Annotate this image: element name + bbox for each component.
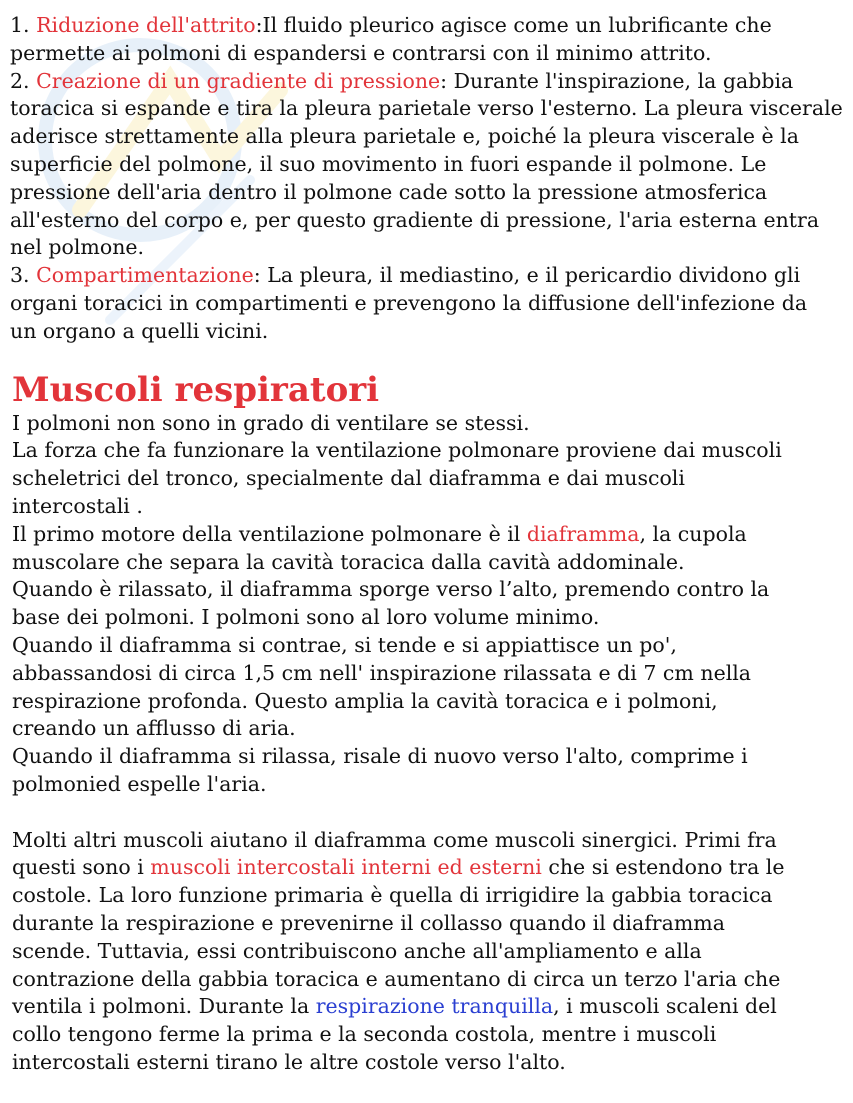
- paragraph-line: contrazione della gabbia toracica e aumentano di circa un terzo l'aria che: [12, 966, 781, 991]
- paragraph-line: I polmoni non sono in grado di ventilare se stessi.: [12, 410, 530, 435]
- list-text: all'esterno del corpo e, per questo gradiente di pressione, l'aria esterna entra: [10, 207, 820, 232]
- paragraph-line: intercostali .: [12, 493, 143, 518]
- paragraph-text: ventila i polmoni. Durante la: [12, 994, 316, 1019]
- paragraph-line: muscolare che separa la cavità toracica dalla cavità addominale.: [12, 549, 685, 574]
- paragraph-line: scende. Tuttavia, essi contribuiscono anche all'ampliamento e alla: [12, 938, 702, 963]
- paragraph-line: scheletrici del tronco, specialmente dal diaframma e dai muscoli: [12, 466, 685, 491]
- list-item-2: [10, 68, 853, 263]
- paragraph-line: costole. La loro funzione primaria è quella di irrigidire la gabbia toracica: [12, 883, 773, 908]
- list-item-1: [10, 12, 853, 68]
- list-text: : La pleura, il mediastino, e il pericardio dividono gli: [253, 263, 801, 288]
- paragraph-line: abbassandosi di circa 1,5 cm nell' inspirazione rilassata e di 7 cm nella: [12, 660, 752, 685]
- paragraph-line: Molti altri muscoli aiutano il diaframma come muscoli sinergici. Primi fra: [12, 827, 777, 852]
- paragraph-line: polmonied espelle l'aria.: [12, 771, 267, 796]
- link-term[interactable]: respirazione tranquilla: [315, 994, 554, 1019]
- list-number: 2.: [10, 68, 30, 93]
- list-term: Riduzione dell'attrito: [36, 13, 256, 37]
- paragraph-line: base dei polmoni. I polmoni sono al loro volume minimo.: [12, 605, 600, 630]
- list-text: nel polmone.: [10, 235, 145, 260]
- list-text: aderisce strettamente alla pleura parietale e, poiché la pleura viscerale è la: [10, 124, 799, 149]
- paragraph-text: , i muscoli scaleni del: [553, 994, 777, 1019]
- list-text: organi toracici in compartimenti e prevengono la diffusione dell'infezione da: [10, 290, 808, 315]
- paragraph-text: questi sono i: [12, 855, 151, 880]
- highlight-term: muscoli intercostali interni ed esterni: [150, 855, 542, 880]
- list-item-3: [10, 262, 853, 345]
- list-text: superficie del polmone, il suo movimento in fuori espande il polmone. Le: [10, 151, 767, 176]
- list-text: : Durante l'inspirazione, la gabbia: [440, 68, 794, 93]
- list-number: 3.: [10, 263, 30, 288]
- paragraph-text: , la cupola: [639, 521, 747, 546]
- paragraph-line: collo tengono ferme la prima e la seconda costola, mentre i muscoli: [12, 1022, 717, 1047]
- list-text: :Il fluido pleurico agisce come un lubrificante che: [255, 13, 772, 37]
- list-text: permette ai polmoni di espandersi e contrarsi con il minimo attrito.: [10, 40, 712, 65]
- paragraph-line: Quando è rilassato, il diaframma sporge verso l’alto, premendo contro la: [12, 577, 770, 602]
- paragraph-line: creando un afflusso di aria.: [12, 716, 296, 741]
- document-page: [10, 12, 853, 1077]
- paragraph-text: che si estendono tra le: [541, 855, 785, 880]
- paragraph-line: La forza che fa funzionare la ventilazione polmonare proviene dai muscoli: [12, 438, 782, 463]
- paragraph-text: Il primo motore della ventilazione polmonare è il: [12, 521, 527, 546]
- list-text: un organo a quelli vicini.: [10, 318, 269, 343]
- paragraph-line: durante la respirazione e prevenirne il collasso quando il diaframma: [12, 910, 725, 935]
- paragraph-line: intercostali esterni tirano le altre costole verso l'alto.: [12, 1049, 566, 1074]
- list-term: Creazione di un gradiente di pressione: [36, 68, 441, 93]
- paragraph-line: Quando il diaframma si contrae, si tende e si appiattisce un po',: [12, 632, 677, 657]
- list-text: pressione dell'aria dentro il polmone cade sotto la pressione atmosferica: [10, 179, 768, 204]
- highlight-term: diaframma: [526, 521, 640, 546]
- paragraph-line: respirazione profonda. Questo amplia la cavità toracica e i polmoni,: [12, 688, 718, 713]
- section-body: [12, 410, 853, 1077]
- list-number: 1.: [10, 13, 30, 37]
- paragraph-line: Quando il diaframma si rilassa, risale di nuovo verso l'alto, comprime i: [12, 744, 748, 769]
- list-text: toracica si espande e tira la pleura parietale verso l'esterno. La pleura viscerale: [10, 96, 843, 121]
- section-heading: Muscoli respiratori: [12, 369, 380, 410]
- list-term: Compartimentazione: [36, 263, 254, 288]
